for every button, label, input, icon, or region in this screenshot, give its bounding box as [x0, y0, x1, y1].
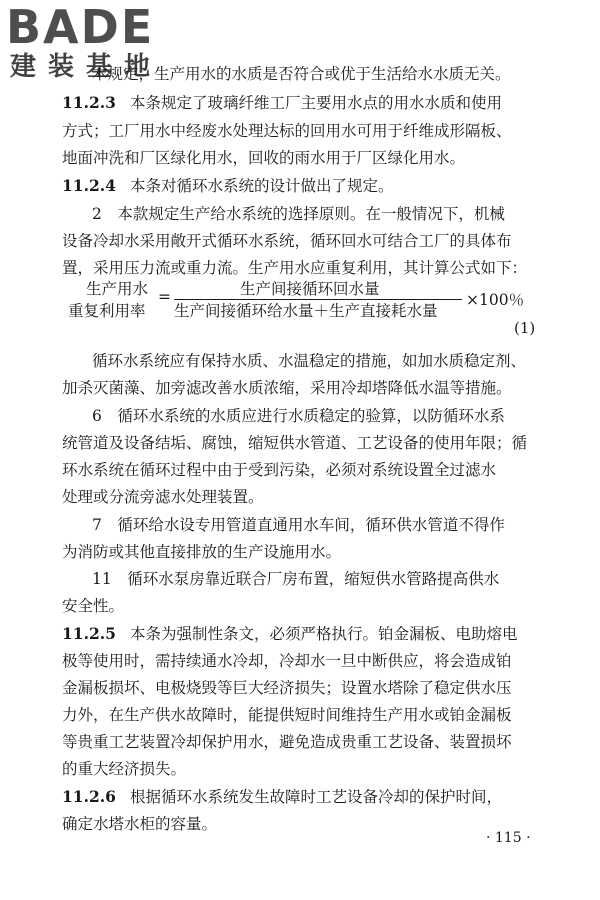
formula-multiplier: ×100％ [466, 291, 525, 309]
text-line: 为消防或其他直接排放的生产设施用水。 [62, 543, 342, 561]
text-line: 方式；工厂用水中经废水处理达标的回用水可用于纤维成形隔板、 [62, 122, 512, 140]
text-line: 2 本款规定生产给水系统的选择原则。在一般情况下，机械 [92, 205, 505, 223]
text-line: 的重大经济损失。 [62, 760, 187, 778]
clause-11-2-6 [62, 786, 502, 808]
formula-denominator: 生产间接循环给水量＋生产直接耗水量 [174, 302, 438, 320]
text-line: 极等使用时，需持续通水冷却，冷却水一旦中断供应，将会造成铂 [62, 652, 512, 670]
text-line: 地面冲洗和厂区绿化用水，回收的雨水用于厂区绿化用水。 [62, 149, 466, 167]
text-line: 7 循环给水设专用管道直通用水车间，循环供水管道不得作 [92, 516, 505, 534]
text-line: 6 循环水系统的水质应进行水质稳定的验算，以防循环水系 [92, 407, 505, 425]
formula-numerator: 生产间接循环回水量 [240, 280, 380, 298]
text-line: 确定水塔水柜的容量。 [62, 815, 218, 833]
clause-text: 本条规定了玻璃纤维工厂主要用水点的用水水质和使用 [129, 94, 502, 112]
section-number: 11.2.4 [62, 176, 116, 195]
clause-11-2-4 [62, 175, 393, 197]
text-line: 统管道及设备结垢、腐蚀，缩短供水管道、工艺设备的使用年限；循 [62, 434, 528, 452]
text-line: 金漏板损坏、电极烧毁等巨大经济损失；设置水塔除了稳定供水压 [62, 679, 512, 697]
section-number: 11.2.5 [62, 624, 116, 643]
section-number: 11.2.3 [62, 93, 116, 112]
formula-lhs-line1: 生产用水 [86, 280, 149, 298]
equation-number: (1) [514, 319, 536, 337]
reuse-rate-formula [66, 280, 546, 327]
clause-text: 本条为强制性条文，必须严格执行。铂金漏板、电助熔电 [129, 625, 518, 643]
text-line: 设备冷却水采用敞开式循环水系统，循环回水可结合工厂的具体布 [62, 232, 512, 250]
text-line: 11 循环水泵房靠近联合厂房布置，缩短供水管路提高供水 [92, 570, 500, 588]
formula-equals: = [158, 288, 171, 306]
logo-text: BADE [6, 0, 155, 54]
text-line: 等贵重工艺装置冷却保护用水，避免造成贵重工艺设备、装置损坏 [62, 733, 512, 751]
clause-text: 根据循环水系统发生故障时工艺设备冷却的保护时间， [129, 788, 502, 806]
clause-11-2-5 [62, 623, 517, 645]
clause-text: 本条对循环水系统的设计做出了规定。 [129, 177, 394, 195]
text-line: 加杀灭菌藻、加旁滤改善水质浓缩，采用冷却塔降低水温等措施。 [62, 379, 512, 397]
text-line: 环水系统在循环过程中由于受到污染，必须对系统设置全过滤水 [62, 461, 497, 479]
text-line: 循环水系统应有保持水质、水温稳定的措施，如加水质稳定剂、 [92, 352, 527, 370]
formula-lhs-line2: 重复利用率 [68, 302, 146, 320]
page-number: · 115 · [486, 830, 531, 846]
text-line: 置，采用压力流或重力流。生产用水应重复利用，其计算公式如下： [62, 259, 528, 277]
text-line: 安全性。 [62, 597, 125, 615]
logo-subtitle: 建装基地 [10, 52, 163, 82]
section-number: 11.2.6 [62, 787, 116, 806]
text-line: 力外，在生产供水故障时，能提供短时间维持生产用水或铂金漏板 [62, 706, 512, 724]
text-line: 处理或分流旁滤水处理装置。 [62, 488, 264, 506]
clause-11-2-3 [62, 92, 502, 114]
text-line: 本规定，生产用水的水质是否符合或优于生活给水水质无关。 [92, 65, 511, 83]
